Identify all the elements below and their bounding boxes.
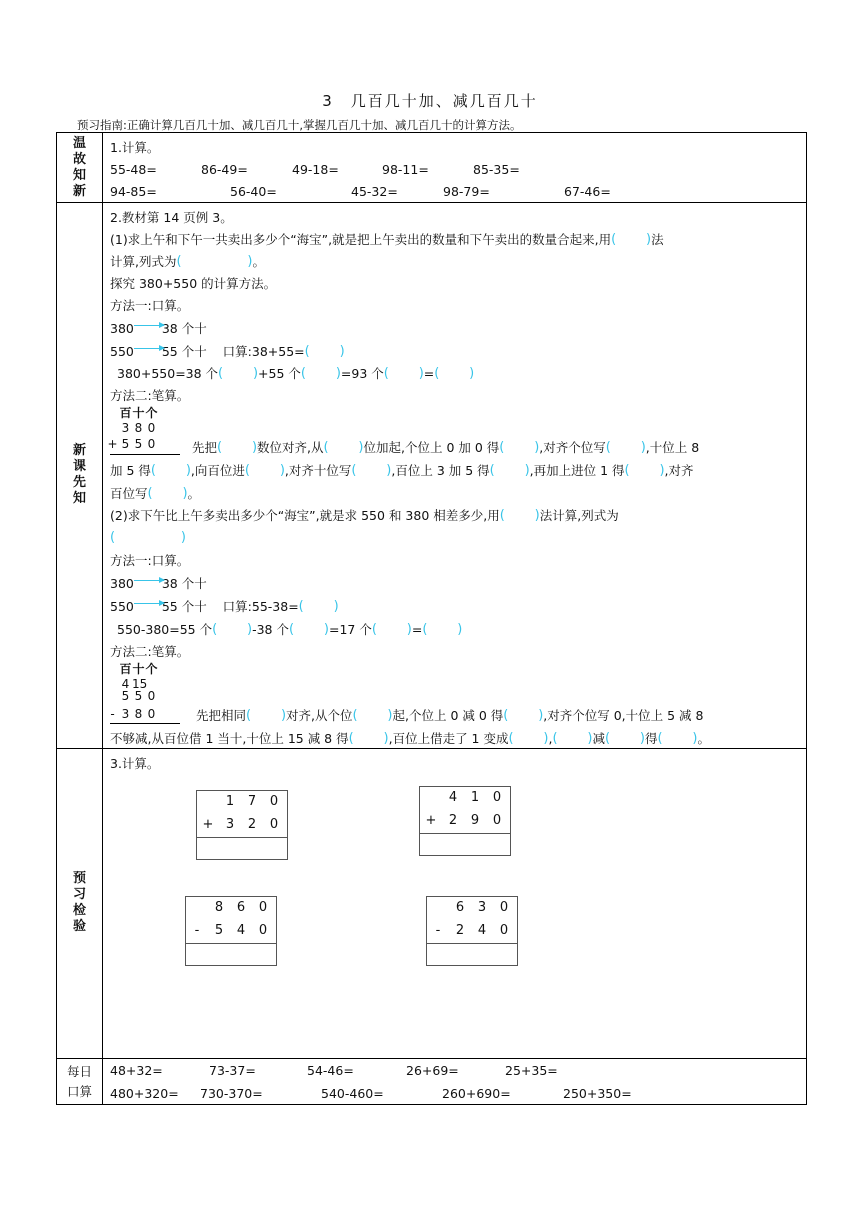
digit: 0: [492, 790, 502, 805]
text: =: [411, 622, 423, 637]
answer-row[interactable]: [427, 944, 517, 967]
digit: 5: [134, 437, 143, 451]
exercise: 67-46=: [564, 184, 611, 199]
digit: 5: [121, 689, 130, 703]
page-title: 3 几百几十加、减几百几十: [322, 92, 538, 110]
section-label-char: 新: [72, 183, 86, 199]
text: ,百位上借走了 1 变成: [388, 731, 509, 746]
answer-blank[interactable]: [490, 465, 530, 479]
answer-blank[interactable]: [246, 710, 286, 724]
grid-row: [420, 810, 510, 833]
digit: 0: [492, 813, 502, 828]
digit: 0: [258, 923, 268, 938]
oral-equation: [117, 621, 462, 639]
text: ,对齐十位写: [284, 463, 352, 478]
tens-header: 十: [132, 662, 145, 676]
text: =93 个: [340, 366, 384, 381]
text: -38 个: [252, 622, 289, 637]
section-label-new-lesson: [57, 202, 102, 748]
ones-header: 个: [145, 662, 158, 676]
exercise: 260+690=: [442, 1086, 511, 1101]
column-headers: [119, 662, 158, 676]
answer-blank[interactable]: [605, 733, 645, 747]
minus-sign: -: [110, 707, 115, 721]
text: =: [423, 366, 435, 381]
subtraction-explanation-1: [196, 707, 703, 725]
exercise: 73-37=: [209, 1063, 256, 1078]
method-label: 方法一:口算。: [110, 553, 190, 568]
method-label: 方法一:口算。: [110, 298, 190, 313]
answer-blank[interactable]: [434, 368, 474, 382]
section-label-text: [73, 136, 86, 200]
operator: -: [435, 923, 441, 938]
text: 计算,列式为: [110, 254, 177, 269]
plus-sign: +: [107, 437, 118, 451]
answer-blank[interactable]: [148, 488, 188, 502]
digit: 4: [448, 790, 458, 805]
exercise: 49-18=: [292, 162, 339, 177]
answer-blank[interactable]: [301, 368, 341, 382]
text: 550-380=55 个: [117, 622, 213, 637]
arrow-icon: [134, 580, 164, 581]
grid-row: [197, 814, 287, 837]
section-label-char: 故: [72, 151, 86, 167]
exercise: 86-49=: [201, 162, 248, 177]
text: ,百位上 3 加 5 得: [391, 463, 490, 478]
digit: 3: [225, 817, 235, 832]
answer-blank[interactable]: [212, 624, 252, 638]
digit: 3: [121, 421, 130, 435]
digit: 6: [236, 900, 246, 915]
section-label-daily-oral: [57, 1058, 102, 1106]
section-label-char: 预: [72, 871, 86, 886]
digit: 0: [147, 707, 156, 721]
oral-equation: [117, 365, 474, 383]
text: 先把相同: [196, 708, 247, 723]
answer-blank[interactable]: [500, 510, 540, 524]
answer-blank[interactable]: [499, 442, 539, 456]
question-2-text-2: [110, 529, 186, 547]
digit: 0: [147, 689, 156, 703]
text: =17 个: [328, 622, 372, 637]
section-label-text: 每日: [66, 1064, 92, 1079]
number: 380: [110, 321, 134, 336]
column-headers: [119, 406, 158, 420]
calc-grid: [419, 786, 511, 856]
text: (2)求下午比上午多卖出多少个“海宝”,就是求 550 和 380 相差多少,用: [110, 508, 500, 523]
answer-blank[interactable]: [606, 442, 646, 456]
text: ,对齐: [664, 463, 694, 478]
digit: 6: [455, 900, 465, 915]
digit: 0: [499, 900, 509, 915]
digit: 8: [214, 900, 224, 915]
text: ,对齐个位写: [539, 440, 606, 455]
text: 位加起,个位上 0 加 0 得: [363, 440, 500, 455]
text: 先把: [192, 440, 218, 455]
answer-blank[interactable]: [349, 733, 389, 747]
method-label: 方法二:笔算。: [110, 388, 190, 403]
conversion-row: [110, 320, 207, 338]
digit: 3: [121, 707, 130, 721]
digit: 4: [236, 923, 246, 938]
addition-explanation-2: [110, 462, 694, 480]
digit: 2: [247, 817, 257, 832]
answer-row[interactable]: [420, 834, 510, 857]
row-divider: [57, 1058, 806, 1059]
section-label-char: 先: [72, 475, 86, 490]
text: ,向百位进: [190, 463, 245, 478]
calc-grid: [426, 896, 518, 966]
text: 不够减,从百位借 1 当十,十位上 15 减 8 得: [110, 731, 349, 746]
text: 加 5 得: [110, 463, 151, 478]
grid-row: [427, 897, 517, 920]
part2-heading: 2.教材第 14 页例 3。: [110, 210, 233, 225]
digit: 0: [258, 900, 268, 915]
text: 55 个十: [161, 599, 207, 614]
row-divider: [57, 202, 806, 203]
digit: 0: [499, 923, 509, 938]
part3-heading: 3.计算。: [110, 756, 160, 771]
section-label-text: [73, 871, 86, 935]
answer-blank[interactable]: [422, 624, 462, 638]
digit: 2: [455, 923, 465, 938]
grid-row: [427, 920, 517, 943]
exercise: 26+69=: [406, 1063, 459, 1078]
digit: 2: [448, 813, 458, 828]
digit: 9: [470, 813, 480, 828]
digit: 5: [121, 437, 130, 451]
sum-line: [110, 454, 180, 455]
text: 得: [644, 731, 658, 746]
calc-grid: [196, 790, 288, 860]
text: 380+550=38 个: [117, 366, 219, 381]
text: 对齐,从个位: [286, 708, 353, 723]
exercise: 48+32=: [110, 1063, 163, 1078]
column-divider: [102, 133, 103, 1104]
exercise: 25+35=: [505, 1063, 558, 1078]
ones-header: 个: [145, 406, 158, 420]
digit: 3: [477, 900, 487, 915]
answer-row[interactable]: [186, 944, 276, 967]
section-label-review: [57, 133, 102, 202]
text: ,对齐个位写 0,十位上 5 减 8: [543, 708, 704, 723]
method-label: 方法二:笔算。: [110, 644, 190, 659]
arrow-icon: [134, 348, 164, 349]
digit: 1: [225, 794, 235, 809]
answer-blank[interactable]: [324, 442, 364, 456]
digit: 7: [247, 794, 257, 809]
text: 法计算,列式为: [539, 508, 619, 523]
exercise: 98-79=: [443, 184, 490, 199]
exercise: 730-370=: [200, 1086, 263, 1101]
answer-blank[interactable]: [289, 624, 329, 638]
text: 数位对齐,从: [257, 440, 324, 455]
section-label-char: 温: [72, 135, 86, 151]
hundreds-header: 百: [119, 662, 132, 676]
answer-blank[interactable]: [353, 710, 393, 724]
addition-explanation-3: [110, 485, 200, 503]
number: 380: [110, 576, 134, 591]
operator: +: [202, 817, 214, 832]
text: 法: [651, 232, 664, 247]
digit: 0: [147, 421, 156, 435]
subtraction-explanation-2: [110, 730, 710, 748]
text: ,十位上 8: [645, 440, 700, 455]
text: 口算:38+55=: [222, 344, 305, 359]
answer-blank[interactable]: [245, 465, 285, 479]
section-label-char: 知: [72, 491, 86, 506]
borrow-digit: 4: [121, 677, 130, 691]
addend-top: [119, 421, 158, 435]
answer-blank[interactable]: [658, 733, 698, 747]
answer-blank[interactable]: [110, 532, 186, 546]
text: 。: [252, 254, 265, 269]
number: 550: [110, 599, 134, 614]
addend-bottom: [106, 437, 158, 451]
answer-blank[interactable]: [218, 368, 258, 382]
part1-heading: 1.计算。: [110, 140, 160, 155]
operator: -: [194, 923, 200, 938]
text: 减: [592, 731, 605, 746]
minuend: [119, 689, 158, 703]
arrow-icon: [134, 325, 164, 326]
answer-blank[interactable]: [611, 234, 651, 248]
question-2-text: [110, 507, 619, 525]
explore-text: 探究 380+550 的计算方法。: [110, 276, 277, 291]
answer-blank[interactable]: [508, 733, 548, 747]
conversion-row: [110, 343, 345, 361]
conversion-row: [110, 598, 339, 616]
text: 口算:55-38=: [222, 599, 299, 614]
answer-blank[interactable]: [384, 368, 424, 382]
grid-row: [197, 791, 287, 814]
text: (1)求上午和下午一共卖出多少个“海宝”,就是把上午卖出的数量和下午卖出的数量合起来,用: [110, 232, 612, 247]
answer-blank[interactable]: [552, 733, 592, 747]
text: 38 个十: [161, 321, 207, 336]
text: 。: [697, 731, 711, 746]
text: 55 个十: [161, 344, 207, 359]
text: 百位写: [110, 486, 148, 501]
answer-blank[interactable]: [372, 624, 412, 638]
section-label-text: [73, 443, 86, 507]
answer-row[interactable]: [197, 838, 287, 861]
text: ,: [548, 731, 553, 746]
section-label-char: 检: [72, 903, 86, 918]
section-label-check: [57, 748, 102, 1058]
number: 550: [110, 344, 134, 359]
exercise: 54-46=: [307, 1063, 354, 1078]
grid-row: [420, 787, 510, 810]
text: 38 个十: [161, 576, 207, 591]
digit: 0: [269, 817, 279, 832]
answer-blank[interactable]: [305, 346, 345, 360]
exercise: 540-460=: [321, 1086, 384, 1101]
section-label-char: 知: [72, 167, 86, 183]
study-guide: 预习指南:正确计算几百几十加、减几百几十,掌握几百几十加、减几百几十的计算方法。: [77, 118, 522, 132]
exercise: 45-32=: [351, 184, 398, 199]
borrow-digit: 15: [132, 677, 148, 691]
text: 起,个位上 0 减 0 得: [392, 708, 504, 723]
calc-grid: [185, 896, 277, 966]
section-label-text: 口算: [66, 1084, 92, 1099]
text: 。: [187, 486, 201, 501]
section-label-char: 验: [72, 919, 86, 934]
worksheet-table: [56, 132, 807, 1105]
exercise: 56-40=: [230, 184, 277, 199]
exercise: 55-48=: [110, 162, 157, 177]
grid-row: [186, 920, 276, 943]
digit: 5: [214, 923, 224, 938]
answer-blank[interactable]: [625, 465, 665, 479]
exercise: 94-85=: [110, 184, 157, 199]
exercise: 480+320=: [110, 1086, 179, 1101]
arrow-icon: [134, 603, 164, 604]
digit: 8: [134, 421, 143, 435]
digit: 0: [269, 794, 279, 809]
conversion-row: [110, 575, 207, 593]
tens-header: 十: [132, 406, 145, 420]
text: +55 个: [258, 366, 301, 381]
question-1-text-2: [110, 253, 265, 271]
operator: +: [425, 813, 437, 828]
section-label-char: 课: [72, 459, 86, 474]
answer-blank[interactable]: [351, 465, 391, 479]
exercise: 250+350=: [563, 1086, 632, 1101]
grid-row: [186, 897, 276, 920]
digit: 4: [477, 923, 487, 938]
question-1-text: [110, 231, 664, 249]
answer-blank[interactable]: [176, 256, 252, 270]
answer-blank[interactable]: [503, 710, 543, 724]
answer-blank[interactable]: [151, 465, 191, 479]
digit: 8: [134, 707, 143, 721]
exercise: 98-11=: [382, 162, 429, 177]
answer-blank[interactable]: [217, 442, 257, 456]
addition-explanation-1: [192, 439, 699, 457]
section-label-char: 新: [72, 443, 86, 458]
difference-line: [110, 723, 180, 724]
digit: 5: [134, 689, 143, 703]
digit: 1: [470, 790, 480, 805]
exercise: 85-35=: [473, 162, 520, 177]
text: ,再加上进位 1 得: [529, 463, 625, 478]
row-divider: [57, 748, 806, 749]
hundreds-header: 百: [119, 406, 132, 420]
section-label-char: 习: [72, 887, 86, 902]
subtrahend: [106, 707, 158, 721]
answer-blank[interactable]: [299, 601, 339, 615]
digit: 0: [147, 437, 156, 451]
